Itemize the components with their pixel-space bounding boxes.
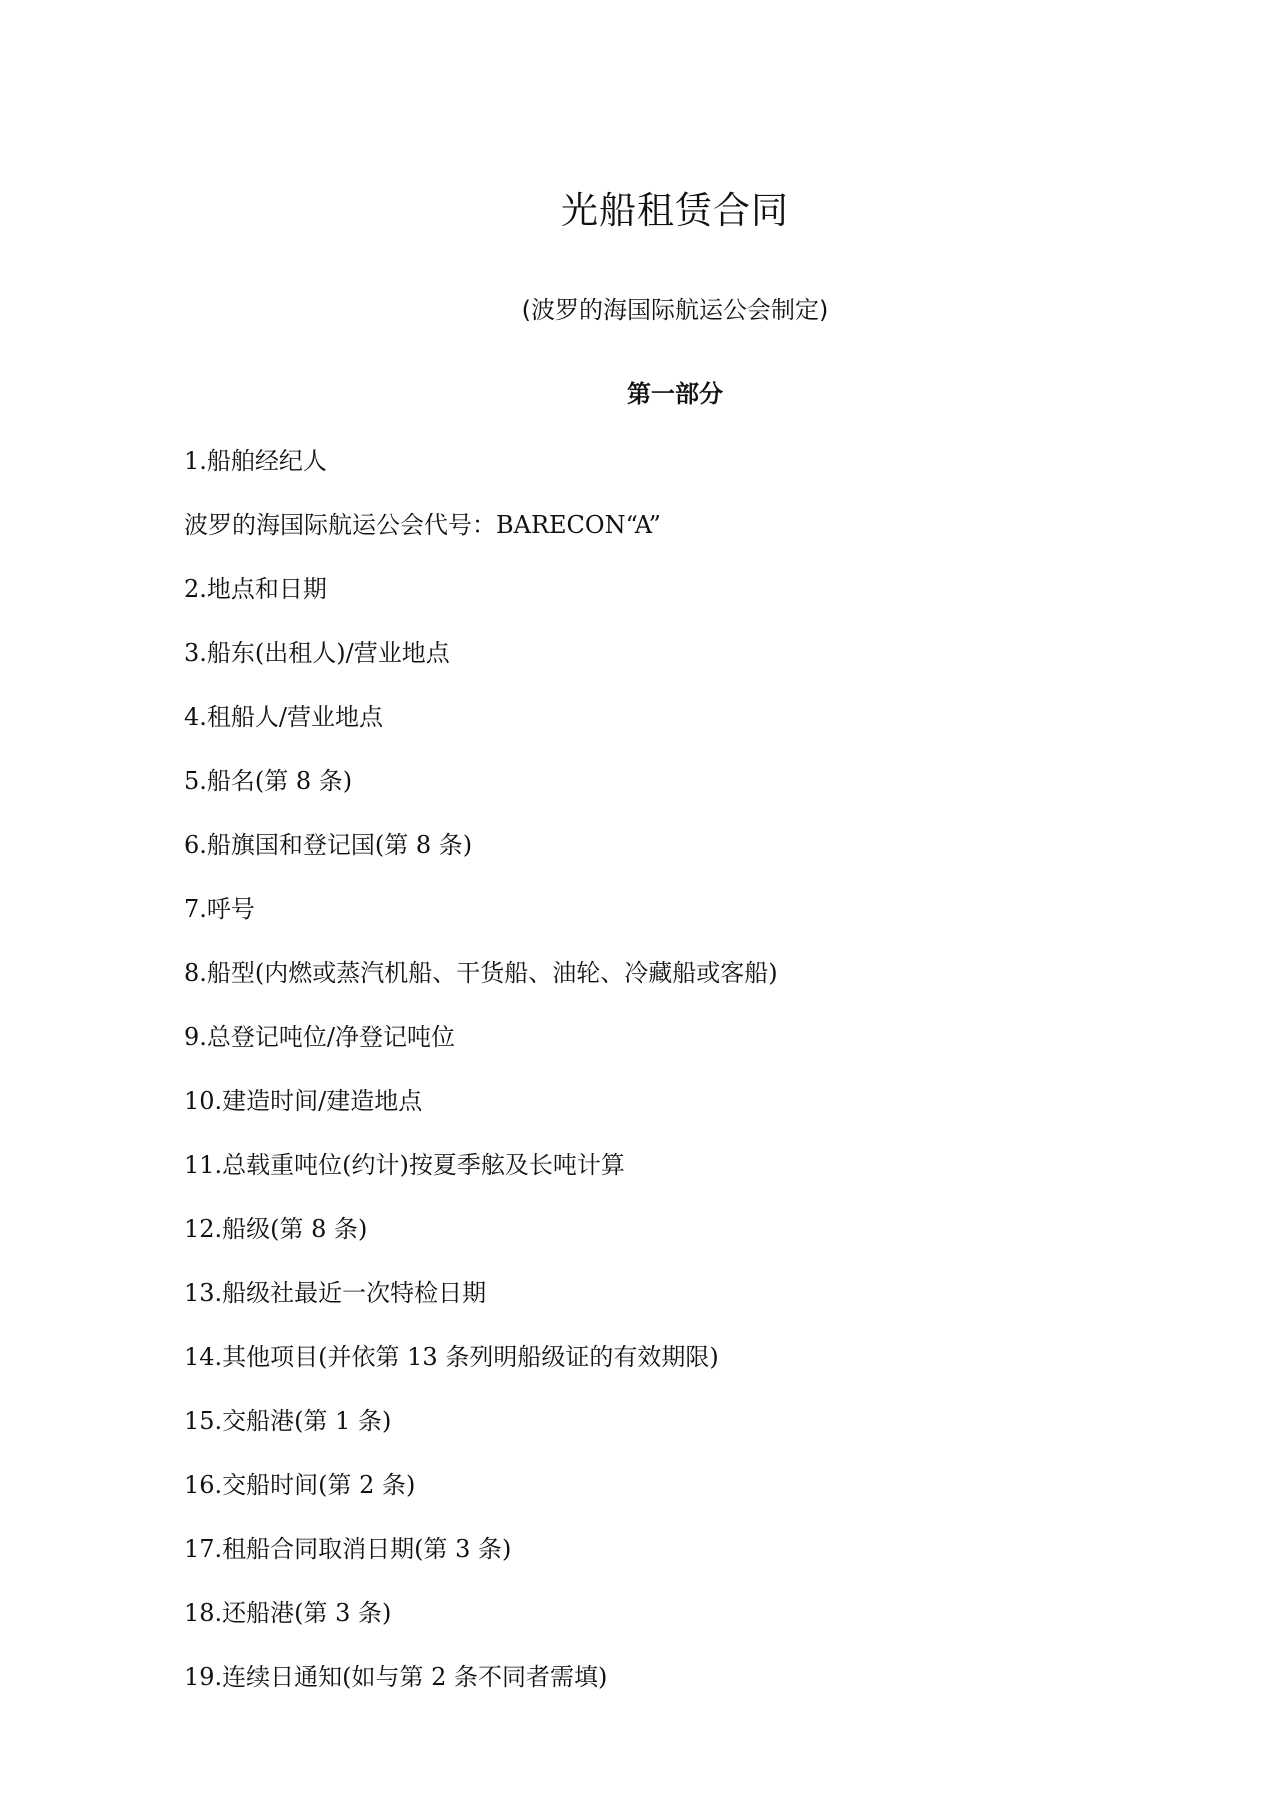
list-item: 19.连续日通知(如与第 2 条不同者需填) <box>184 1663 608 1691</box>
list-item: 14.其他项目(并依第 13 条列明船级证的有效期限) <box>184 1343 719 1371</box>
document-title: 光船租赁合同 <box>561 189 789 232</box>
list-item: 9.总登记吨位/净登记吨位 <box>184 1023 455 1051</box>
document-subtitle: (波罗的海国际航运公会制定) <box>521 296 829 324</box>
list-item: 5.船名(第 8 条) <box>184 767 353 795</box>
list-item: 11.总载重吨位(约计)按夏季舷及长吨计算 <box>184 1151 625 1179</box>
list-item: 1.船舶经纪人 <box>184 447 327 475</box>
list-item: 13.船级社最近一次特检日期 <box>184 1279 487 1307</box>
clause-list <box>184 441 1184 1721</box>
list-item: 10.建造时间/建造地点 <box>184 1087 423 1115</box>
list-item: 8.船型(内燃或蒸汽机船、干货船、油轮、冷藏船或客船) <box>184 959 778 987</box>
list-item: 18.还船港(第 3 条) <box>184 1599 392 1627</box>
list-item: 6.船旗国和登记国(第 8 条) <box>184 831 473 859</box>
list-item: 17.租船合同取消日期(第 3 条) <box>184 1535 512 1563</box>
list-item: 4.租船人/营业地点 <box>184 703 383 731</box>
list-item: 16.交船时间(第 2 条) <box>184 1471 416 1499</box>
list-item: 3.船东(出租人)/营业地点 <box>184 639 450 667</box>
list-item: 15.交船港(第 1 条) <box>184 1407 392 1435</box>
section-heading: 第一部分 <box>627 380 723 408</box>
list-item: 2.地点和日期 <box>184 575 327 603</box>
list-item: 波罗的海国际航运公会代号：BARECON“A” <box>184 511 661 539</box>
list-item: 7.呼号 <box>184 895 255 923</box>
list-item: 12.船级(第 8 条) <box>184 1215 368 1243</box>
